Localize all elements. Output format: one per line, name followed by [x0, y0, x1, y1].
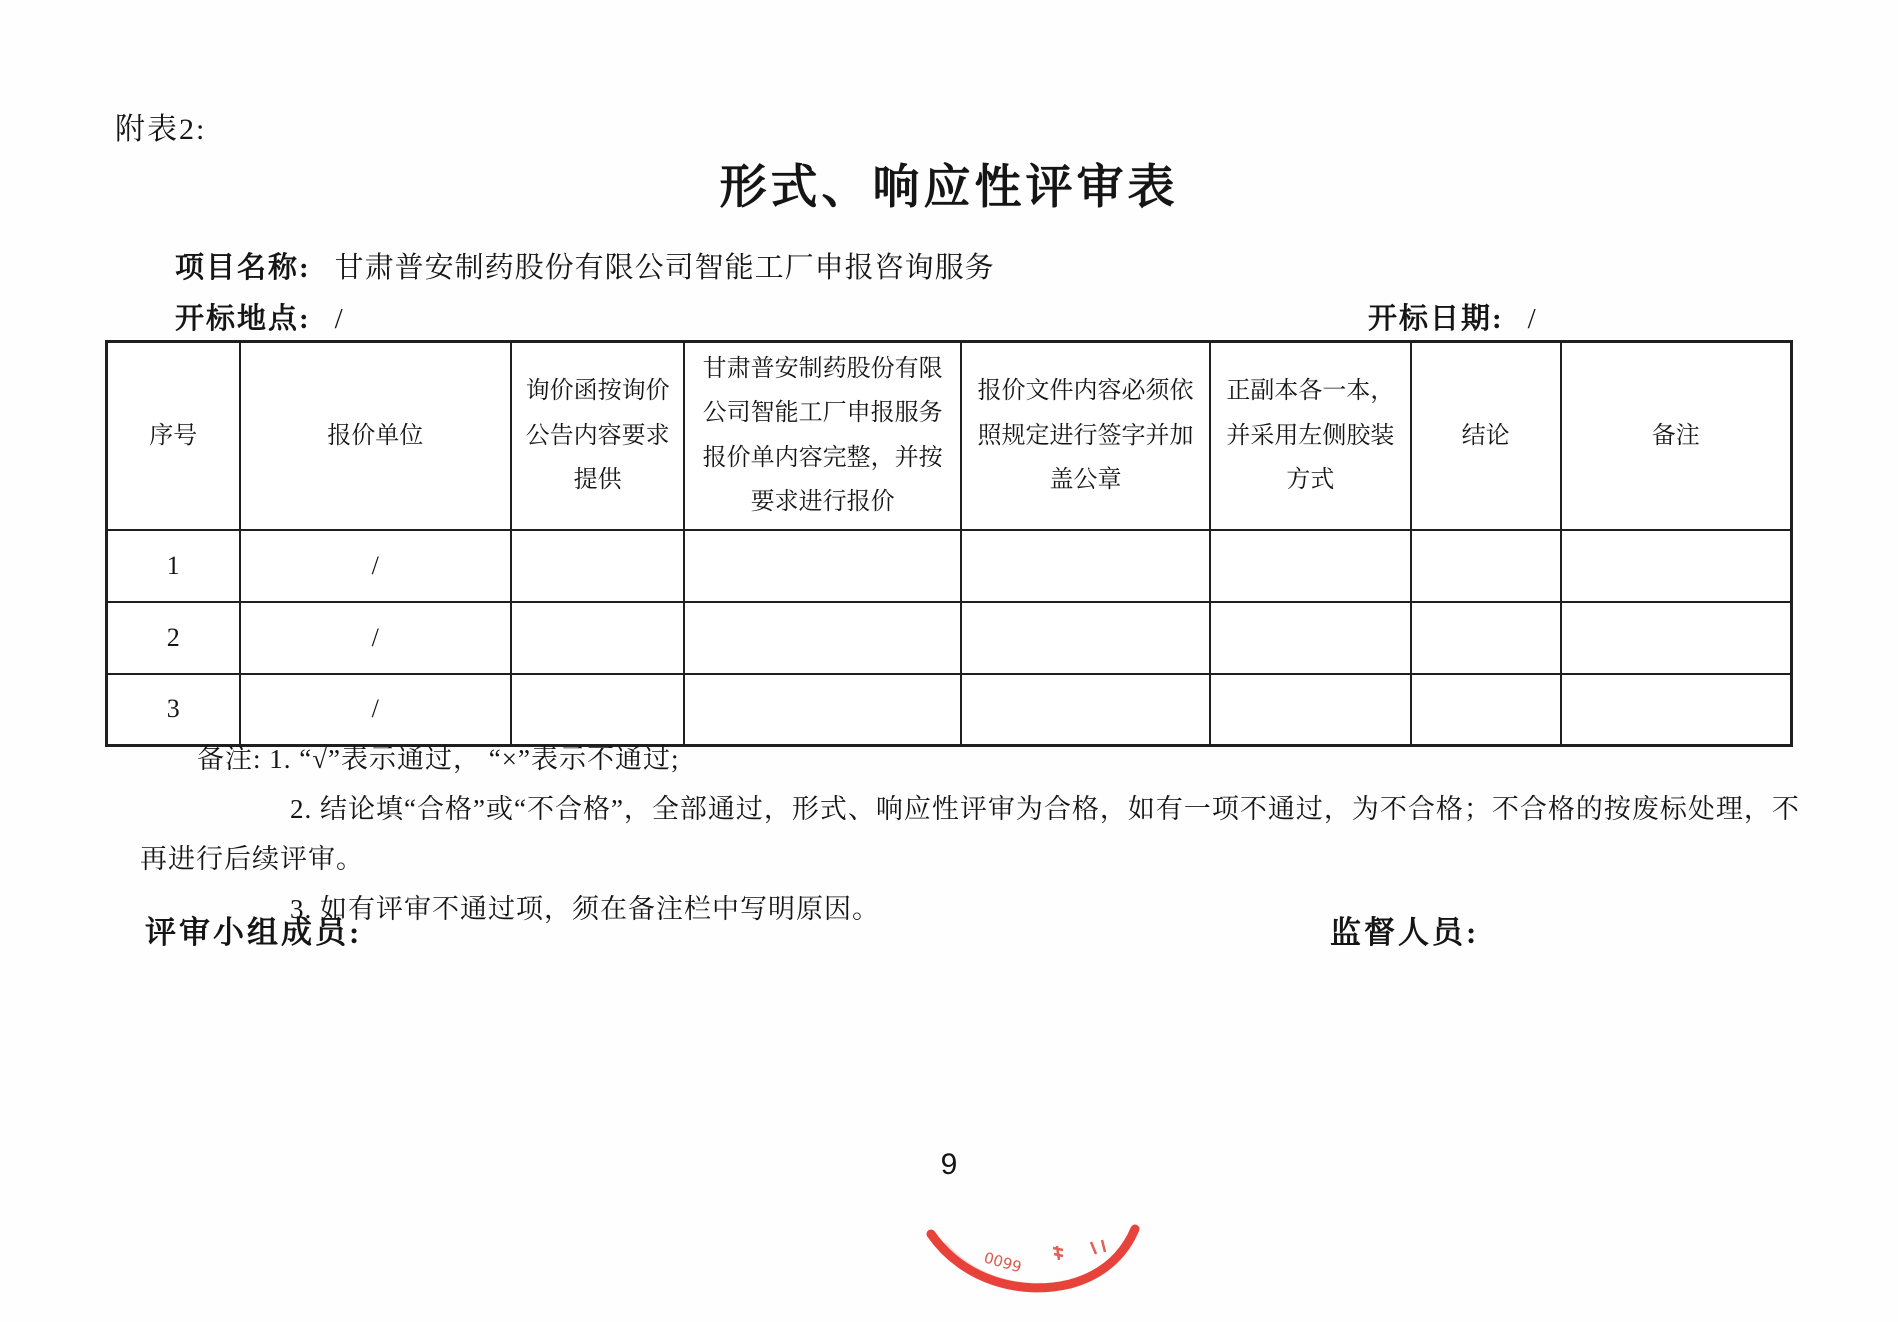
table-cell	[1561, 602, 1792, 674]
table-cell	[511, 674, 685, 746]
header-remarks: 备注	[1561, 342, 1792, 530]
table-cell	[684, 530, 960, 602]
table-cell: 1	[107, 530, 240, 602]
review-panel-label: 评审小组成员:	[145, 915, 363, 950]
seal-serial-text: 0099	[981, 1248, 1024, 1277]
project-name-line	[175, 245, 995, 286]
seal-glyph-mark	[1091, 1240, 1105, 1254]
table-cell	[1411, 530, 1561, 602]
table-cell: 3	[107, 674, 240, 746]
page-title: 形式、响应性评审表	[719, 162, 1179, 214]
table-cell: /	[240, 602, 511, 674]
table-cell: 2	[107, 602, 240, 674]
page-number: 9	[940, 1148, 958, 1181]
review-table	[105, 340, 1793, 747]
table-header-row	[107, 342, 1792, 530]
table-row	[107, 530, 1792, 602]
table-cell	[1561, 674, 1792, 746]
table-cell	[1411, 674, 1561, 746]
table-cell	[684, 602, 960, 674]
table-cell: /	[240, 530, 511, 602]
table-cell	[1210, 674, 1411, 746]
bid-date-label: 开标日期:	[1368, 303, 1504, 335]
supervisor-label: 监督人员:	[1330, 915, 1480, 950]
table-row	[107, 674, 1792, 746]
project-name-value: 甘肃普安制药股份有限公司智能工厂申报咨询服务	[334, 252, 995, 284]
table-row	[107, 602, 1792, 674]
bid-location-label: 开标地点:	[175, 303, 311, 335]
table-cell: /	[240, 674, 511, 746]
table-cell	[1210, 530, 1411, 602]
note-line-2: 2. 结论填“合格”或“不合格”，全部通过，形式、响应性评审为合格，如有一项不通过，为不合格；不合格的按废标处理，不	[290, 794, 1800, 824]
note-line-3: 再进行后续评审。	[140, 844, 364, 874]
red-seal-stamp-icon	[925, 1220, 1140, 1300]
table-cell	[961, 602, 1210, 674]
seal-glyph-mark	[1053, 1246, 1063, 1260]
header-conclusion: 结论	[1411, 342, 1561, 530]
header-supplier: 报价单位	[240, 342, 511, 530]
header-signed-sealed: 报价文件内容必须依照规定进行签字并加盖公章	[961, 342, 1210, 530]
table-cell	[684, 674, 960, 746]
project-name-label: 项目名称:	[175, 252, 311, 284]
header-quote-complete: 甘肃普安制药股份有限公司智能工厂申报服务报价单内容完整，并按要求进行报价	[684, 342, 960, 530]
table-cell	[1561, 530, 1792, 602]
bid-location-line	[175, 296, 344, 337]
table-cell	[1210, 602, 1411, 674]
header-binding: 正副本各一本，并采用左侧胶装方式	[1210, 342, 1411, 530]
bid-location-value: /	[334, 303, 344, 335]
note-line-1: 备注: 1. “√”表示通过， “×”表示不通过;	[197, 744, 680, 774]
note-line-4: 3. 如有评审不通过项，须在备注栏中写明原因。	[290, 894, 880, 924]
bid-date-line	[1368, 296, 1537, 337]
attachment-label: 附表2:	[115, 113, 207, 146]
table-cell	[961, 530, 1210, 602]
table-cell	[511, 602, 685, 674]
table-cell	[1411, 602, 1561, 674]
table-cell	[511, 530, 685, 602]
bid-date-value: /	[1527, 303, 1537, 335]
header-inquiry-letter: 询价函按询价公告内容要求提供	[511, 342, 685, 530]
header-seq: 序号	[107, 342, 240, 530]
table-cell	[961, 674, 1210, 746]
